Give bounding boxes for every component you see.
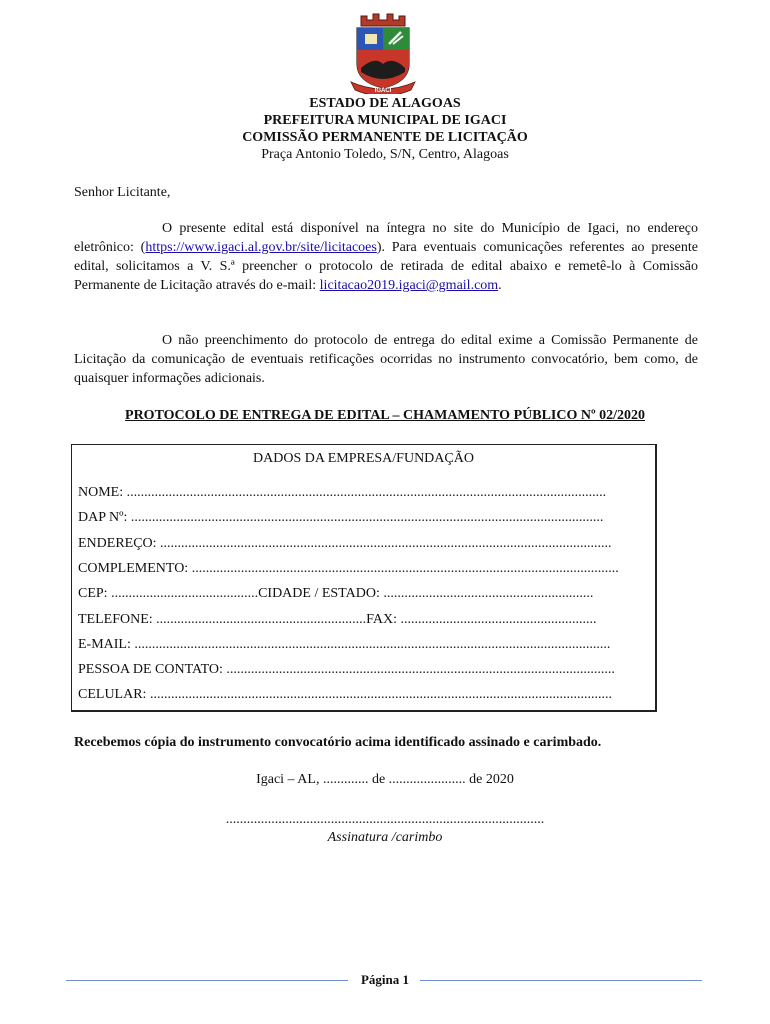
field-phone-fax[interactable]: TELEFONE: ............................................................FAX: ........................................................ <box>78 612 597 627</box>
field-address[interactable]: ENDEREÇO: ................................................................................................................................. <box>78 536 612 551</box>
field-contact[interactable]: PESSOA DE CONTATO: ............................................................................................................... <box>78 662 615 677</box>
website-link[interactable]: https://www.igaci.al.gov.br/site/licitacoes <box>145 240 377 255</box>
intro-text-c: . <box>498 278 502 293</box>
field-cep-city[interactable]: CEP: ..........................................CIDADE / ESTADO: ............................................................ <box>78 586 594 601</box>
address: Praça Antonio Toledo, S/N, Centro, Alagoas <box>261 147 509 162</box>
date-line[interactable]: Igaci – AL, ............. de ...................... de 2020 <box>256 772 514 787</box>
intro-text-b: ). Para eventuais comunicações referentes ao presente edital, solicitamos a V. S.ª preencher o protocolo de retirada de edital abaixo e remetê-lo à Comissão Permanente de Licitação através do e-mail: <box>74 240 698 293</box>
company-data-form <box>71 444 657 712</box>
page-number: Página 1 <box>360 972 410 987</box>
receipt-statement: Recebemos cópia do instrumento convocatório acima identificado assinado e carimbado. <box>74 735 602 750</box>
field-email[interactable]: E-MAIL: ........................................................................................................................................ <box>78 637 611 652</box>
letterhead <box>0 95 770 163</box>
municipal-crest-icon <box>345 12 421 94</box>
signature-label: Assinatura /carimbo <box>327 830 443 845</box>
field-dap[interactable]: DAP Nº: ....................................................................................................................................... <box>78 510 604 525</box>
field-name[interactable]: NOME: ......................................................................................................................................... <box>78 485 607 500</box>
intro-text-a: O presente edital está disponível na íntegra no site do Município de Igaci, no endereço eletrônico: ( <box>74 221 698 255</box>
field-mobile[interactable]: CELULAR: .................................................................................................................................... <box>78 687 612 702</box>
protocol-title: PROTOCOLO DE ENTREGA DE EDITAL – CHAMAMENTO PÚBLICO Nº 02/2020 <box>125 408 645 423</box>
state-name: ESTADO DE ALAGOAS <box>309 96 461 111</box>
commission-name: COMISSÃO PERMANENTE DE LICITAÇÃO <box>242 130 528 145</box>
signature-line[interactable]: ........................................................................................... <box>225 812 545 827</box>
salutation: Senhor Licitante, <box>74 185 171 200</box>
field-complement[interactable]: COMPLEMENTO: .......................................................................................................................... <box>78 561 619 576</box>
intro-paragraph <box>74 219 698 295</box>
email-link[interactable]: licitacao2019.igaci@gmail.com <box>319 278 499 293</box>
city-hall-name: PREFEITURA MUNICIPAL DE IGACI <box>263 113 507 128</box>
notice-paragraph: O não preenchimento do protocolo de entrega do edital exime a Comissão Permanente de Licitação da comunicação de eventuais retificações ocorridas no instrumento convocatório, bem como, de quaisquer informações adicionais. <box>74 333 698 386</box>
svg-text:IGACI: IGACI <box>374 88 392 94</box>
form-title: DADOS DA EMPRESA/FUNDAÇÃO <box>253 451 474 466</box>
